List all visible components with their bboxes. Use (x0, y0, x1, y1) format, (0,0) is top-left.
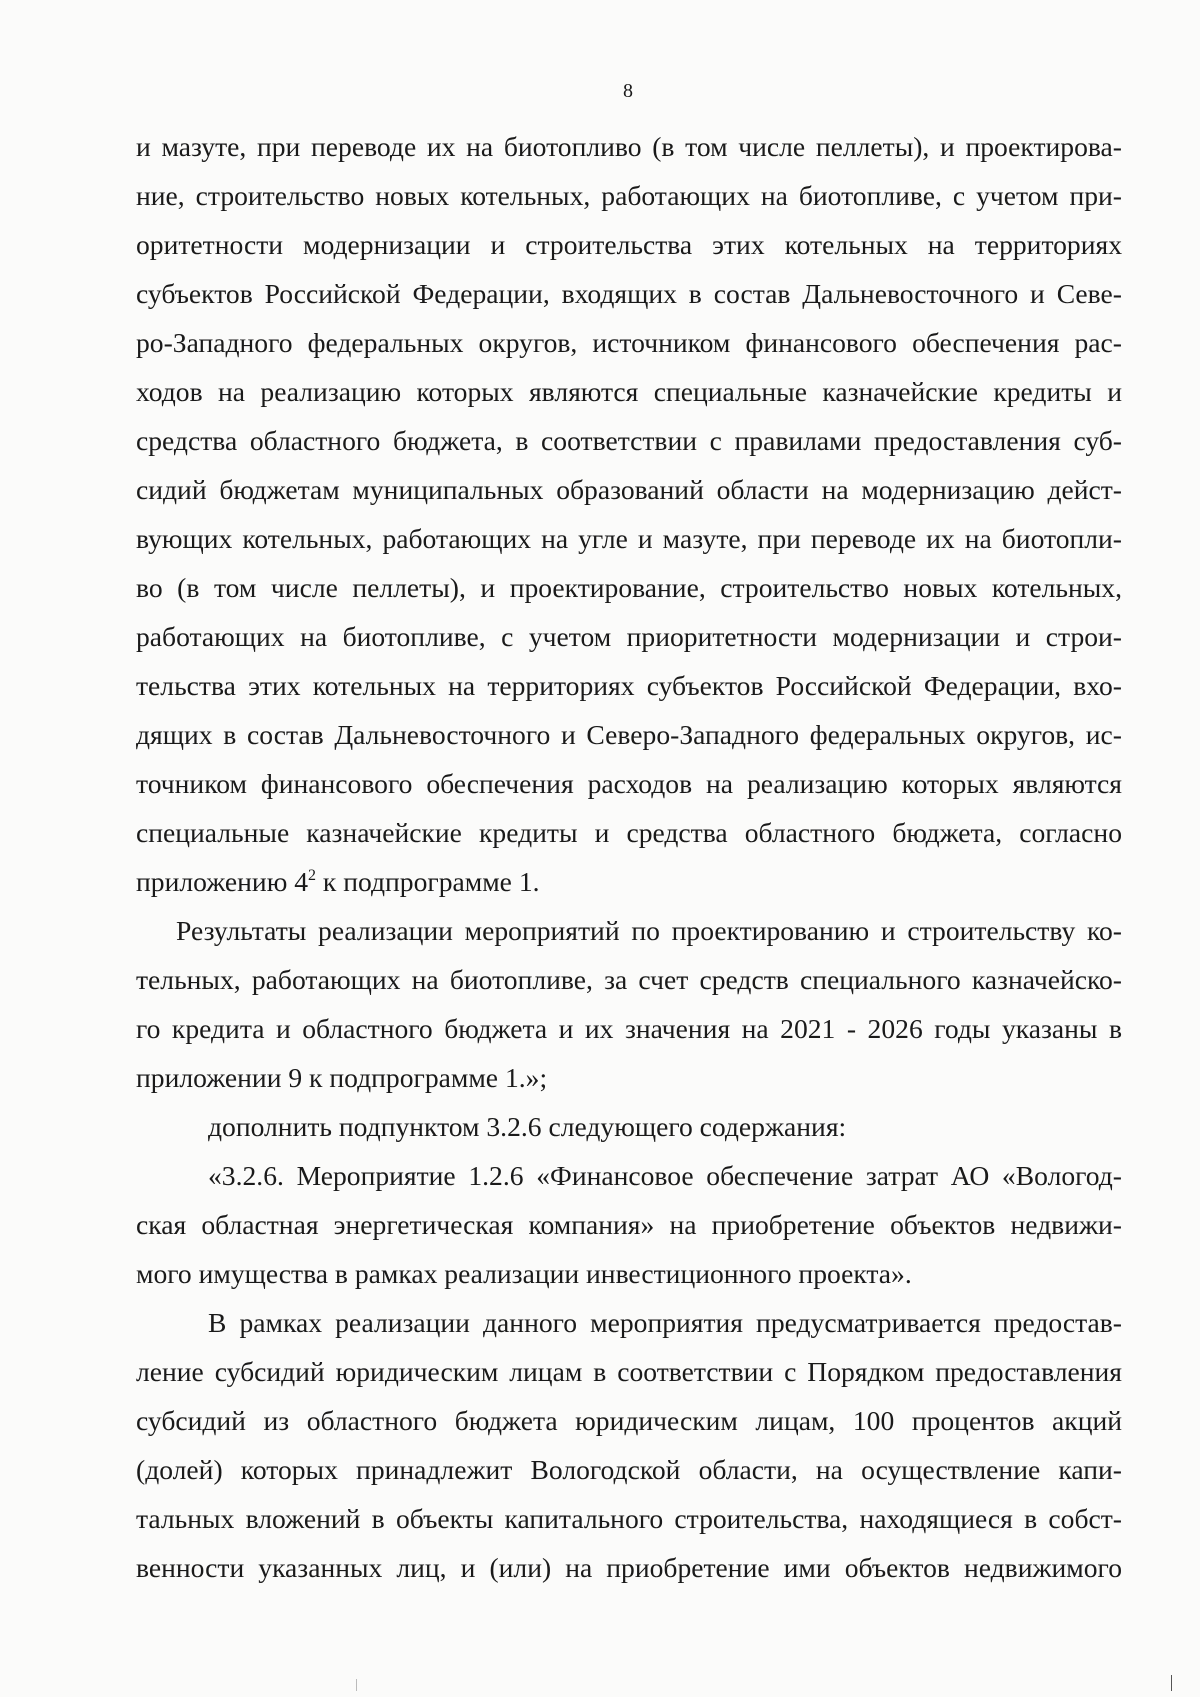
text-line: венности указанных лиц, и (или) на приобретение ими объектов недвижимого (136, 1552, 1122, 1583)
scan-margin-mark (356, 1679, 357, 1691)
scan-margin-mark (1171, 1675, 1172, 1691)
text-line: средства областного бюджета, в соответствии с правилами предоставления суб- (136, 425, 1122, 456)
paragraph-3 (136, 1102, 1122, 1151)
text-line: субъектов Российской Федерации, входящих в состав Дальневосточного и Севе- (136, 278, 1122, 309)
text-line: Результаты реализации мероприятий по проектированию и строительству ко- (176, 915, 1122, 946)
text-line: тальных вложений в объекты капитального строительства, находящиеся в собст- (136, 1503, 1122, 1534)
text-line: В рамках реализации данного мероприятия предусматривается предостав- (208, 1307, 1122, 1338)
text-line: дящих в состав Дальневосточного и Северо-Западного федеральных округов, ис- (136, 719, 1122, 750)
text-line: «3.2.6. Мероприятие 1.2.6 «Финансовое обеспечение затрат АО «Вологод- (208, 1160, 1122, 1191)
appendix-reference-line (136, 857, 1122, 906)
text-line: сидий бюджетам муниципальных образований области на модернизацию дейст- (136, 474, 1122, 505)
text-line: оритетности модернизации и строительства этих котельных на территориях (136, 229, 1122, 260)
document-body (136, 122, 1122, 1592)
text-line: ро-Западного федеральных округов, источником финансового обеспечения рас- (136, 327, 1122, 358)
appendix-text-end: к подпрограмме 1. (316, 866, 540, 897)
text-line: (долей) которых принадлежит Вологодской области, на осуществление капи- (136, 1454, 1122, 1485)
text-line: мого имущества в рамках реализации инвестиционного проекта». (136, 1258, 912, 1289)
appendix-superscript: 2 (308, 867, 317, 884)
text-line: вующих котельных, работающих на угле и мазуте, при переводе их на биотопли- (136, 523, 1122, 554)
text-line: субсидий из областного бюджета юридическим лицам, 100 процентов акций (136, 1405, 1122, 1436)
text-line: тельства этих котельных на территориях субъектов Российской Федерации, вхо- (136, 670, 1122, 701)
paragraph-2 (136, 906, 1122, 1102)
text-line: и мазуте, при переводе их на биотопливо (в том числе пеллеты), и проектирова- (136, 131, 1122, 162)
text-line: во (в том числе пеллеты), и проектирование, строительство новых котельных, (136, 572, 1122, 603)
text-line: точником финансового обеспечения расходов на реализацию которых являются (136, 768, 1122, 799)
text-line: ние, строительство новых котельных, работающих на биотопливе, с учетом при- (136, 180, 1122, 211)
paragraph-1 (136, 122, 1122, 906)
text-line: дополнить подпунктом 3.2.6 следующего содержания: (208, 1111, 847, 1142)
text-line: специальные казначейские кредиты и средства областного бюджета, согласно (136, 817, 1122, 848)
text-line: тельных, работающих на биотопливе, за счет средств специального казначейско- (136, 964, 1122, 995)
paragraph-5 (136, 1298, 1122, 1592)
text-line: работающих на биотопливе, с учетом приоритетности модернизации и строи- (136, 621, 1122, 652)
text-line: ходов на реализацию которых являются специальные казначейские кредиты и (136, 376, 1122, 407)
text-line: го кредита и областного бюджета и их значения на 2021 - 2026 годы указаны в (136, 1013, 1122, 1044)
appendix-text: приложению 4 (136, 866, 309, 897)
page-number: 8 (623, 80, 633, 102)
text-line: приложении 9 к подпрограмме 1.»; (136, 1062, 548, 1093)
text-line: ление субсидий юридическим лицам в соответствии с Порядком предоставления (136, 1356, 1122, 1387)
paragraph-4 (136, 1151, 1122, 1298)
text-line: ская областная энергетическая компания» на приобретение объектов недвижи- (136, 1209, 1122, 1240)
